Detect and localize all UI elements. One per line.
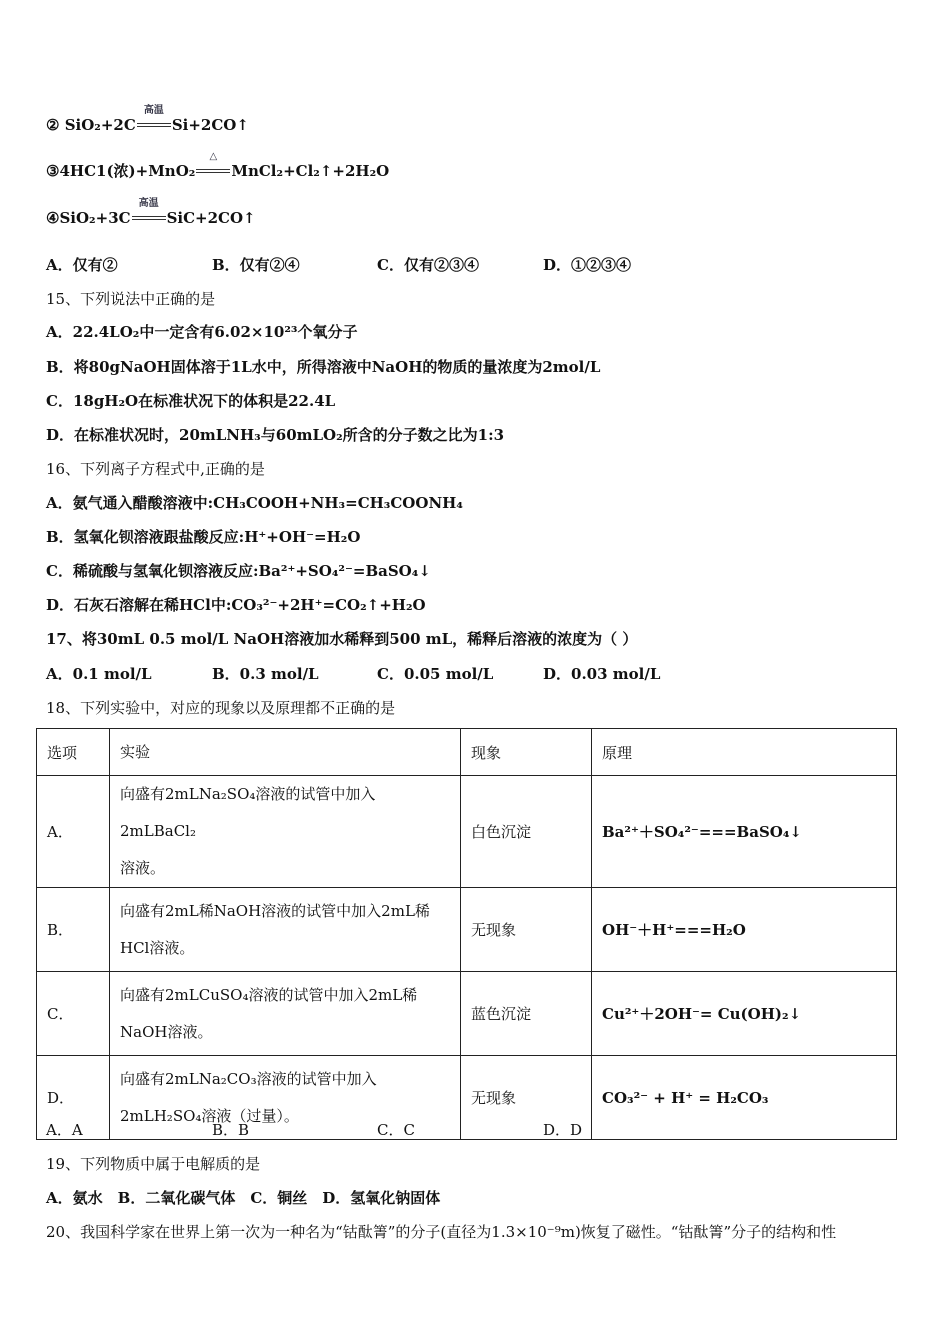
- q16-option-a[interactable]: A．氨气通入醋酸溶液中:CH₃COOH+NH₃=CH₃COONH₄: [46, 494, 463, 512]
- q15-option-c[interactable]: C．18gH₂O在标准状况下的体积是22.4L: [46, 392, 336, 410]
- question-18-stem: 18、下列实验中，对应的现象以及原理都不正确的是: [46, 699, 396, 717]
- option-a[interactable]: A．0.1 mol/L: [46, 665, 152, 683]
- row-option: C．: [37, 972, 110, 1056]
- row-option: B．: [37, 888, 110, 972]
- option-a[interactable]: A．A: [46, 1121, 83, 1139]
- experiment-table: [36, 728, 897, 1140]
- row-option: D．: [37, 1056, 110, 1140]
- row-experiment: 向盛有2mLCuSO₄溶液的试管中加入2mL稀 NaOH溶液。: [110, 972, 461, 1056]
- row-experiment: 向盛有2mL稀NaOH溶液的试管中加入2mL稀 HCl溶液。: [110, 888, 461, 972]
- option-c[interactable]: C．0.05 mol/L: [377, 665, 494, 683]
- q16-option-b[interactable]: B．氢氧化钡溶液跟盐酸反应:H⁺+OH⁻=H₂O: [46, 528, 361, 546]
- row-phenomenon: 蓝色沉淀: [461, 972, 592, 1056]
- row-principle: CO₃²⁻ + H⁺ = H₂CO₃: [592, 1056, 897, 1140]
- row-option: A．: [37, 776, 110, 888]
- equation-right: Si+2CO↑: [171, 116, 249, 134]
- header-phenomenon: 现象: [461, 729, 592, 776]
- option-c[interactable]: C．仅有②③④: [377, 256, 479, 274]
- equation-right: MnCl₂+Cl₂↑+2H₂O: [231, 162, 390, 180]
- equation-3: [46, 151, 390, 182]
- q15-option-a[interactable]: A．22.4LO₂中一定含有6.02×10²³个氧分子: [46, 323, 358, 341]
- reaction-arrow: [137, 105, 171, 136]
- equation-number: ③: [46, 162, 60, 180]
- table-row: [37, 776, 897, 888]
- equation-left: 4HC1(浓)+MnO₂: [59, 162, 196, 180]
- header-option: 选项: [37, 729, 110, 776]
- row-experiment: 向盛有2mLNa₂CO₃溶液的试管中加入 2mLH₂SO₄溶液（过量）。: [110, 1056, 461, 1140]
- reaction-arrow: [132, 198, 166, 229]
- option-a[interactable]: A．仅有②: [46, 256, 118, 274]
- q19-options[interactable]: A．氨水 B．二氧化碳气体 C．铜丝 D．氢氧化钠固体: [46, 1189, 441, 1207]
- question-20-stem: 20、我国科学家在世界上第一次为一种名为“钴酞箐”的分子(直径为1.3×10⁻⁹m)恢复了磁性。“钴酞箐”分子的结构和性: [46, 1223, 837, 1241]
- equation-right: SiC+2CO↑: [166, 209, 256, 227]
- equation-left: SiO₂+3C: [59, 209, 131, 227]
- reaction-condition: △: [209, 151, 218, 162]
- q17-options: [46, 664, 660, 684]
- header-principle: 原理: [592, 729, 897, 776]
- option-b[interactable]: B．B: [212, 1121, 250, 1139]
- row-experiment: 向盛有2mLNa₂SO₄溶液的试管中加入2mLBaCl₂ 溶液。: [110, 776, 461, 888]
- row-phenomenon: 无现象: [461, 888, 592, 972]
- option-b[interactable]: B．仅有②④: [212, 256, 300, 274]
- question-19-stem: 19、下列物质中属于电解质的是: [46, 1155, 261, 1173]
- row-phenomenon: 白色沉淀: [461, 776, 592, 888]
- q18-options: [46, 1120, 582, 1140]
- header-experiment: 实验: [110, 729, 461, 776]
- table-header-row: [37, 729, 897, 776]
- option-c[interactable]: C．C: [377, 1121, 415, 1139]
- row-principle: Cu²⁺＋2OH⁻= Cu(OH)₂↓: [592, 972, 897, 1056]
- reaction-condition: 高温: [143, 105, 164, 116]
- equation-number: ②: [46, 116, 60, 134]
- q16-option-c[interactable]: C．稀硫酸与氢氧化钡溶液反应:Ba²⁺+SO₄²⁻=BaSO₄↓: [46, 562, 431, 580]
- row-principle: Ba²⁺＋SO₄²⁻===BaSO₄↓: [592, 776, 897, 888]
- equation-4: [46, 198, 256, 229]
- reaction-arrow: [196, 151, 230, 182]
- equation-left: SiO₂+2C: [64, 116, 136, 134]
- row-phenomenon: 无现象: [461, 1056, 592, 1140]
- question-16-stem: 16、下列离子方程式中,正确的是: [46, 460, 265, 478]
- q15-option-b[interactable]: B．将80gNaOH固体溶于1L水中，所得溶液中NaOH的物质的量浓度为2mol/L: [46, 358, 601, 376]
- question-15-stem: 15、下列说法中正确的是: [46, 290, 216, 308]
- equation-number: ④: [46, 209, 60, 227]
- option-d[interactable]: D．D: [543, 1121, 583, 1139]
- table-row: [37, 888, 897, 972]
- q16-option-d[interactable]: D．石灰石溶解在稀HCl中:CO₃²⁻+2H⁺=CO₂↑+H₂O: [46, 596, 426, 614]
- reaction-condition: 高温: [138, 198, 159, 209]
- equation-2: [46, 105, 249, 136]
- option-d[interactable]: D．①②③④: [543, 256, 632, 274]
- question-17-stem: 17、将30mL 0.5 mol/L NaOH溶液加水稀释到500 mL，稀释后溶液的浓度为（ ）: [46, 630, 638, 648]
- q15-option-d[interactable]: D．在标准状况时，20mLNH₃与60mLO₂所含的分子数之比为1:3: [46, 426, 505, 444]
- table-row: [37, 972, 897, 1056]
- option-d[interactable]: D．0.03 mol/L: [543, 665, 661, 683]
- option-b[interactable]: B．0.3 mol/L: [212, 665, 319, 683]
- row-principle: OH⁻＋H⁺===H₂O: [592, 888, 897, 972]
- q14-options: [46, 255, 631, 275]
